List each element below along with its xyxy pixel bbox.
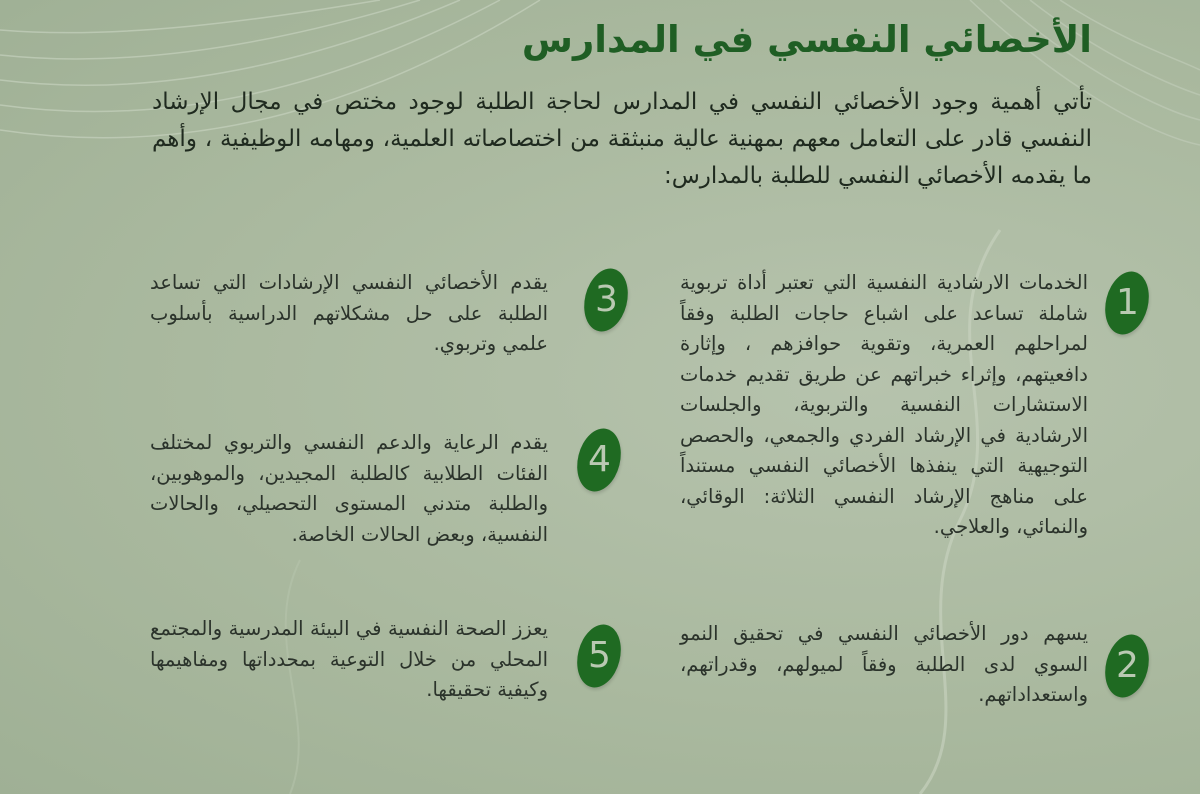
list-item-4 — [150, 428, 548, 550]
list-item-1 — [680, 268, 1088, 543]
list-item-5 — [150, 614, 548, 706]
badge-number: 3 — [594, 279, 618, 320]
list-item-text: الخدمات الارشادية النفسية التي تعتبر أداة تربوية شاملة تساعد على اشباع حاجات الطلبة وفقاً لمراحلهم العمرية، وتقوية حوافزهم ، وإثارة دافعيتهم، وإثراء خبراتهم عن طريق تقديم خدمات الاستشارات النفسية والتربوية، والجلسات الارشادية في الإرشاد الفردي والجمعي، والحصص التوجيهية التي ينفذها الأخصائي النفسي مستنداً على مناهج الإرشاد النفسي الثلاثة: الوقائي، والنمائي، والعلاجي. — [680, 271, 1088, 538]
list-item-2 — [680, 619, 1088, 711]
list-item-text: يقدم الرعاية والدعم النفسي والتربوي لمختلف الفئات الطلابية كالطلبة المجيدين، والموهوبين، والطلبة متدني المستوى التحصيلي، والحالات النفسية، وبعض الحالات الخاصة. — [150, 431, 548, 546]
list-item-3 — [150, 268, 548, 360]
badge-number: 5 — [587, 635, 611, 676]
badge-number: 1 — [1115, 282, 1139, 323]
badge-number: 2 — [1115, 645, 1139, 686]
intro-paragraph: تأتي أهمية وجود الأخصائي النفسي في المدارس لحاجة الطلبة لوجود مختص في مجال الإرشاد النفسي قادر على التعامل معهم بمهنية عالية منبثقة من اختصاصاته العلمية، ومهامه الوظيفية ، وأهم ما يقدمه الأخصائي النفسي للطلبة بالمدارس: — [152, 89, 1092, 189]
list-item-text: يسهم دور الأخصائي النفسي في تحقيق النمو السوي لدى الطلبة وفقاً لميولهم، وقدراتهم، واستعداداتهم. — [680, 622, 1088, 706]
page-title: الأخصائي النفسي في المدارس — [521, 18, 1092, 61]
list-item-text: يقدم الأخصائي النفسي الإرشادات التي تساعد الطلبة على حل مشكلاتهم الدراسية بأسلوب علمي وتربوي. — [150, 271, 548, 355]
badge-number: 4 — [587, 439, 611, 480]
list-item-text: يعزز الصحة النفسية في البيئة المدرسية والمجتمع المحلي من خلال التوعية بمحدداتها ومفاهيمها وكيفية تحقيقها. — [150, 617, 548, 701]
